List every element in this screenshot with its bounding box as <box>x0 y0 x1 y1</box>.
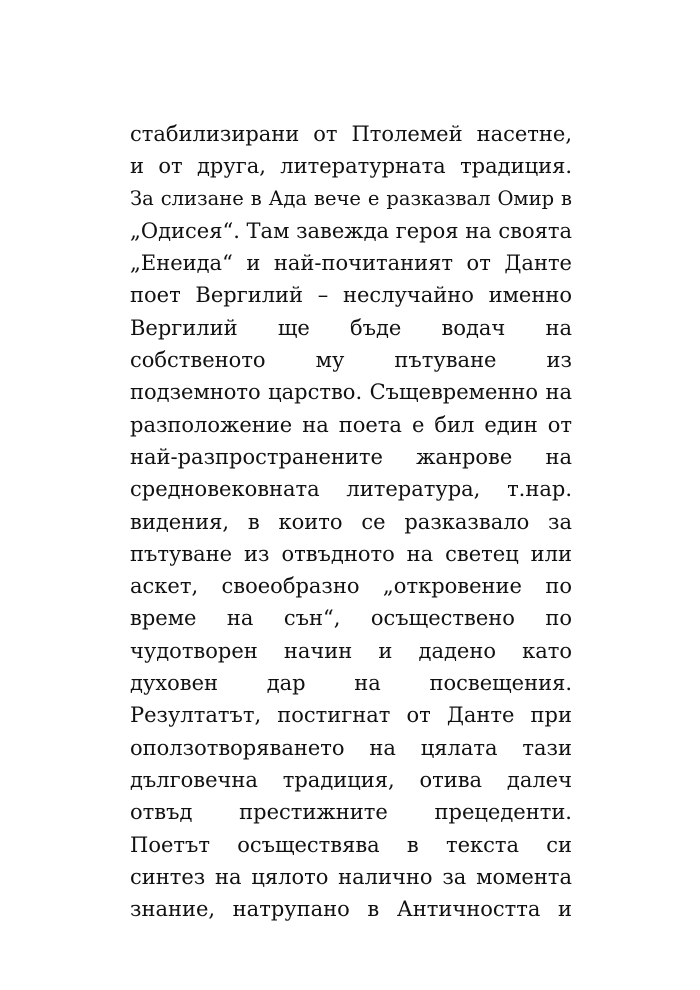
text-line: собственото му пътуване из <box>130 348 572 373</box>
text-line: най-разпространените жанрове на <box>130 444 572 469</box>
page-body-text <box>130 118 572 925</box>
text-line: видения, в които се разказвало за <box>130 509 572 534</box>
text-line: дълговечна традиция, отива далеч <box>130 767 572 792</box>
text-line: синтез на цялото налично за момента <box>130 864 572 889</box>
text-line: пътуване из отвъдното на светец или <box>130 541 572 566</box>
text-line: оползотворяването на цялата тази <box>130 735 572 760</box>
text-line: отвъд престижните прецеденти. <box>130 800 572 825</box>
text-line: разположение на поета е бил един от <box>130 412 572 437</box>
text-line: Поетът осъществява в текста си <box>130 832 572 857</box>
text-line: стабилизирани от Птолемей насетне, <box>130 122 572 146</box>
text-line: поет Вергилий – неслучайно именно <box>130 283 572 308</box>
text-line: аскет, своеобразно „откровение по <box>130 574 572 599</box>
text-line: знание, натрупано в Античността и <box>130 897 572 922</box>
text-line: Резултатът, постигнат от Данте при <box>130 703 572 728</box>
text-line: средновековната литература, т.нар. <box>130 477 572 502</box>
text-line: За слизане в Ада вече е разказвал Омир в <box>130 186 572 210</box>
text-line: време на сън“, осъществено по <box>130 606 572 631</box>
text-line: подземното царство. Същевременно на <box>130 380 572 405</box>
text-line: „Одисея“. Там завежда героя на своята <box>130 218 572 243</box>
text-line: чудотворен начин и дадено като <box>130 638 572 663</box>
text-line: Вергилий ще бъде водач на <box>130 315 572 340</box>
text-line: „Енеида“ и най-почитаният от Данте <box>130 251 572 276</box>
text-line: духовен дар на посвещения. <box>130 671 572 696</box>
text-line: и от друга, литературната традиция. <box>130 154 572 179</box>
